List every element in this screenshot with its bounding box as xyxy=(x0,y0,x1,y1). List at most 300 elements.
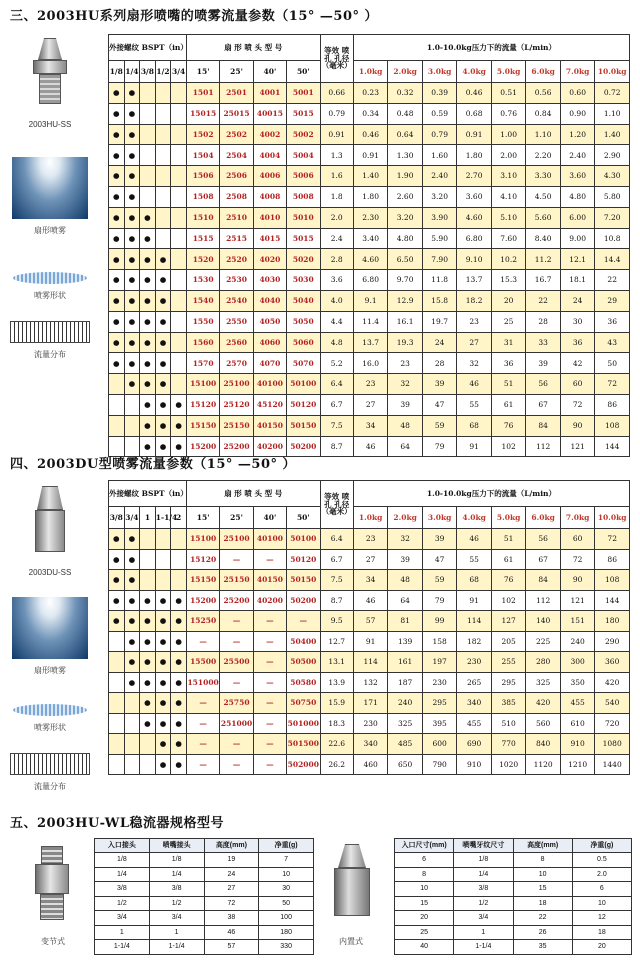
wl-right-caption: 内置式 xyxy=(339,937,363,946)
model-cell: 251000 xyxy=(220,713,253,734)
wl-cell: 72 xyxy=(204,896,259,911)
thread-dot xyxy=(140,570,156,591)
thread-dot: ● xyxy=(140,652,156,673)
pressure-header: 10.0kg xyxy=(595,61,630,83)
bspt-col-header: 1/4 xyxy=(124,61,140,83)
wl-cell: 8 xyxy=(395,867,454,882)
wl-header: 喷嘴牙纹尺寸 xyxy=(454,839,513,853)
flow-cell: 121 xyxy=(560,436,595,457)
section4-sidebar xyxy=(0,480,100,792)
model-cell: 15500 xyxy=(186,652,219,673)
bspt-col-header: 1 xyxy=(140,507,156,529)
flow-cell: 61 xyxy=(491,394,526,415)
wl-cell: 15 xyxy=(395,896,454,911)
thread-dot xyxy=(171,332,187,353)
thread-dot: ● xyxy=(124,166,140,187)
flow-cell: 7.60 xyxy=(491,228,526,249)
model-cell: 2515 xyxy=(220,228,253,249)
flow-cell: 127 xyxy=(491,611,526,632)
model-cell: — xyxy=(253,652,286,673)
wl-cell: 1 xyxy=(95,925,150,940)
flow-cell: 67 xyxy=(526,394,561,415)
flow-cell: 32 xyxy=(457,353,492,374)
flow-cell: 4.80 xyxy=(388,228,423,249)
thread-dot xyxy=(171,186,187,207)
flow-cell: 840 xyxy=(526,734,561,755)
model-cell: 1520 xyxy=(186,249,219,270)
flow-cell: 39 xyxy=(526,353,561,374)
bspt-col-header: 3/4 xyxy=(124,507,140,529)
flow-cell: 600 xyxy=(422,734,457,755)
thread-dot xyxy=(155,145,171,166)
wl-left-image xyxy=(34,846,70,926)
flow-cell: 4.30 xyxy=(595,166,630,187)
model-cell: — xyxy=(253,713,286,734)
model-cell: 1560 xyxy=(186,332,219,353)
flow-cell: 47 xyxy=(422,394,457,415)
table-row xyxy=(109,186,630,207)
model-cell: — xyxy=(186,713,219,734)
wl-header: 净重(g) xyxy=(259,839,314,853)
flow-cell: 15.3 xyxy=(491,270,526,291)
thread-dot: ● xyxy=(140,631,156,652)
model-cell: 15100 xyxy=(186,374,219,395)
table-row xyxy=(109,754,630,775)
model-cell: 1530 xyxy=(186,270,219,291)
flow-cell: 1.10 xyxy=(595,103,630,124)
flow-cell: 0.91 xyxy=(457,124,492,145)
flow-cell: 10.2 xyxy=(491,249,526,270)
wl-cell: 180 xyxy=(259,925,314,940)
model-cell: 2506 xyxy=(220,166,253,187)
table-row xyxy=(109,570,630,591)
flow-cell: 650 xyxy=(388,754,423,775)
flow-cell: 1120 xyxy=(526,754,561,775)
bspt-header: 外接螺纹 BSPT（in） xyxy=(109,481,187,507)
table-row xyxy=(109,631,630,652)
flow-cell: 2.70 xyxy=(457,166,492,187)
flow-cell: 31 xyxy=(491,332,526,353)
wl-cell: 19 xyxy=(204,853,259,868)
flow-cell: 0.39 xyxy=(422,83,457,104)
du-flow-table xyxy=(108,480,630,775)
flow-cell: 2.40 xyxy=(422,166,457,187)
flow-cell: 2.30 xyxy=(353,207,388,228)
wl-cell: 1/2 xyxy=(454,896,513,911)
thread-dot: ● xyxy=(140,207,156,228)
pressure-header: 6.0kg xyxy=(526,507,561,529)
thread-dot: ● xyxy=(171,734,187,755)
flow-cell: 187 xyxy=(388,672,423,693)
flow-cell: 59 xyxy=(422,415,457,436)
thread-dot xyxy=(171,290,187,311)
flow-cell: 0.59 xyxy=(422,103,457,124)
table-row xyxy=(109,207,630,228)
flow-cell: 151 xyxy=(560,611,595,632)
flow-cell: 84 xyxy=(526,570,561,591)
flow-cell: 12.1 xyxy=(560,249,595,270)
thread-dot xyxy=(171,249,187,270)
flow-cell: 32 xyxy=(388,374,423,395)
flow-cell: 2.00 xyxy=(491,145,526,166)
model-cell: 25150 xyxy=(220,415,253,436)
wl-cell: 1-1/4 xyxy=(149,940,204,955)
flow-cell: 24 xyxy=(560,290,595,311)
model-cell: 5010 xyxy=(287,207,320,228)
thread-dot xyxy=(171,83,187,104)
thread-dot: ● xyxy=(155,249,171,270)
table-row xyxy=(109,374,630,395)
flow-cell: 0.64 xyxy=(388,124,423,145)
orifice-cell: 6.7 xyxy=(320,394,353,415)
model-cell: 50100 xyxy=(287,529,320,550)
model-cell: 1508 xyxy=(186,186,219,207)
bspt-col-header: 1-1/4 xyxy=(155,507,171,529)
model-cell: — xyxy=(186,693,219,714)
flow-cell: 1080 xyxy=(595,734,630,755)
flow-cell: 158 xyxy=(422,631,457,652)
thread-dot xyxy=(171,228,187,249)
thread-dot xyxy=(155,83,171,104)
flow-cell: 290 xyxy=(595,631,630,652)
model-cell: 2530 xyxy=(220,270,253,291)
model-cell: 40200 xyxy=(253,590,286,611)
model-cell: — xyxy=(186,734,219,755)
thread-dot: ● xyxy=(140,436,156,457)
thread-dot: ● xyxy=(155,394,171,415)
table-row xyxy=(95,940,314,955)
thread-dot xyxy=(171,529,187,550)
model-cell: 2560 xyxy=(220,332,253,353)
orifice-cell: 1.8 xyxy=(320,186,353,207)
wl-cell: 6 xyxy=(572,882,631,897)
flow-cell: 16.1 xyxy=(388,311,423,332)
thread-dot xyxy=(140,124,156,145)
thread-dot: ● xyxy=(140,415,156,436)
flow-cell: 0.51 xyxy=(491,83,526,104)
pressure-header: 5.0kg xyxy=(491,61,526,83)
wl-cell: 1/2 xyxy=(95,896,150,911)
flow-cell: 13.7 xyxy=(457,270,492,291)
flow-cell: 11.8 xyxy=(422,270,457,291)
thread-dot: ● xyxy=(109,83,125,104)
flow-cell: 108 xyxy=(595,415,630,436)
flow-cell: 182 xyxy=(457,631,492,652)
thread-dot xyxy=(171,270,187,291)
table-row xyxy=(395,940,632,955)
flow-cell: 72 xyxy=(595,529,630,550)
thread-dot: ● xyxy=(155,734,171,755)
table-row xyxy=(95,853,314,868)
thread-dot: ● xyxy=(155,332,171,353)
thread-dot: ● xyxy=(140,332,156,353)
thread-dot xyxy=(124,734,140,755)
model-cell: 4008 xyxy=(253,186,286,207)
flow-cell: 144 xyxy=(595,590,630,611)
flow-cell: 108 xyxy=(595,570,630,591)
thread-dot xyxy=(171,353,187,374)
section3-title: 三、2003HU系列扇形喷嘴的喷雾流量参数（15° —50° ） xyxy=(10,9,379,24)
wl-header: 高度(mm) xyxy=(513,839,572,853)
pressure-header: 4.0kg xyxy=(457,61,492,83)
wl-cell: 330 xyxy=(259,940,314,955)
thread-dot: ● xyxy=(109,228,125,249)
wl-cell: 24 xyxy=(204,867,259,882)
thread-dot: ● xyxy=(155,270,171,291)
flow-cell: 1.80 xyxy=(353,186,388,207)
flow-cell: 460 xyxy=(353,754,388,775)
flow-cell: 161 xyxy=(388,652,423,673)
model-cell: 15100 xyxy=(186,529,219,550)
model-cell: 4001 xyxy=(253,83,286,104)
wl-cell: 46 xyxy=(204,925,259,940)
model-cell: 25100 xyxy=(220,374,253,395)
thread-dot: ● xyxy=(171,436,187,457)
model-cell: 50150 xyxy=(287,415,320,436)
flow-cell: 3.30 xyxy=(526,166,561,187)
table-row xyxy=(109,290,630,311)
flow-cell: 121 xyxy=(560,590,595,611)
flow-cell: 60 xyxy=(560,529,595,550)
spray-caption: 扇形喷雾 xyxy=(34,226,66,235)
model-cell: — xyxy=(253,672,286,693)
wl-header: 入口接头 xyxy=(95,839,150,853)
model-cell: 4006 xyxy=(253,166,286,187)
thread-dot: ● xyxy=(140,713,156,734)
orifice-cell: 26.2 xyxy=(320,754,353,775)
thread-dot xyxy=(109,713,125,734)
flow-cell: 7.20 xyxy=(595,207,630,228)
model-cell: 50200 xyxy=(287,436,320,457)
wl-cell: 3/8 xyxy=(454,882,513,897)
model-header: 扇 形 喷 头 型 号 xyxy=(186,35,320,61)
wl-cell: 50 xyxy=(259,896,314,911)
flow-cell: 28 xyxy=(422,353,457,374)
flow-cell: 5.60 xyxy=(526,207,561,228)
thread-dot: ● xyxy=(140,394,156,415)
table-row xyxy=(109,672,630,693)
wl-cell: 22 xyxy=(513,911,572,926)
flow-cell: 0.84 xyxy=(526,103,561,124)
thread-dot: ● xyxy=(124,549,140,570)
wl-cell: 3/4 xyxy=(149,911,204,926)
angle-header: 25' xyxy=(220,507,253,529)
flow-distribution-image xyxy=(10,321,90,343)
wl-right-table xyxy=(394,838,632,955)
angle-header: 15' xyxy=(186,61,219,83)
flow-cell: 3.20 xyxy=(388,207,423,228)
orifice-cell: 7.5 xyxy=(320,570,353,591)
flow-cell: 1.40 xyxy=(353,166,388,187)
flow-cell: 36 xyxy=(560,332,595,353)
thread-dot xyxy=(109,734,125,755)
wl-cell: 1-1/4 xyxy=(454,940,513,955)
thread-dot: ● xyxy=(171,611,187,632)
model-cell: 50580 xyxy=(287,672,320,693)
thread-dot xyxy=(140,529,156,550)
flow-cell: 114 xyxy=(457,611,492,632)
thread-dot xyxy=(155,186,171,207)
flow-cell: 9.70 xyxy=(388,270,423,291)
table-row xyxy=(109,693,630,714)
thread-dot: ● xyxy=(109,611,125,632)
flow-cell: 86 xyxy=(595,394,630,415)
flow-cell: 76 xyxy=(491,570,526,591)
thread-dot: ● xyxy=(171,394,187,415)
thread-dot: ● xyxy=(124,672,140,693)
flow-cell: 46 xyxy=(457,374,492,395)
wl-cell: 1/4 xyxy=(95,867,150,882)
flow-cell: 48 xyxy=(388,570,423,591)
thread-dot xyxy=(124,394,140,415)
model-cell: 15015 xyxy=(186,103,219,124)
model-cell: 5001 xyxy=(287,83,320,104)
angle-header: 50' xyxy=(287,507,320,529)
table-row xyxy=(109,353,630,374)
model-cell: 25200 xyxy=(220,590,253,611)
flow-cell: 230 xyxy=(353,713,388,734)
wl-cell: 7 xyxy=(259,853,314,868)
thread-dot xyxy=(171,311,187,332)
flow-cell: 265 xyxy=(457,672,492,693)
thread-dot: ● xyxy=(140,270,156,291)
thread-dot xyxy=(109,631,125,652)
flow-cell: 76 xyxy=(491,415,526,436)
flow-cell: 19.7 xyxy=(422,311,457,332)
spray-image xyxy=(12,597,88,659)
table-row xyxy=(95,925,314,940)
model-cell: 25150 xyxy=(220,570,253,591)
thread-dot: ● xyxy=(155,693,171,714)
pressure-header: 7.0kg xyxy=(560,61,595,83)
model-cell: 4070 xyxy=(253,353,286,374)
flow-cell: 205 xyxy=(491,631,526,652)
thread-dot: ● xyxy=(124,83,140,104)
model-cell: 50750 xyxy=(287,693,320,714)
flow-cell: 0.32 xyxy=(388,83,423,104)
flow-cell: 3.20 xyxy=(422,186,457,207)
pressure-header: 10.0kg xyxy=(595,507,630,529)
thread-dot xyxy=(155,103,171,124)
wl-cell: 26 xyxy=(513,925,572,940)
model-cell: 40200 xyxy=(253,436,286,457)
model-cell: 50200 xyxy=(287,590,320,611)
flow-cell: 1210 xyxy=(560,754,595,775)
flow-cell: 42 xyxy=(560,353,595,374)
flow-cell: 0.23 xyxy=(353,83,388,104)
model-cell: 1510 xyxy=(186,207,219,228)
flow-cell: 140 xyxy=(526,611,561,632)
pressure-header: 2.0kg xyxy=(388,507,423,529)
flow-cell: 455 xyxy=(457,713,492,734)
thread-dot: ● xyxy=(109,590,125,611)
flow-cell: 325 xyxy=(526,672,561,693)
model-cell: 5006 xyxy=(287,166,320,187)
flow-cell: 3.60 xyxy=(560,166,595,187)
flow-cell: 4.80 xyxy=(560,186,595,207)
flow-cell: 610 xyxy=(560,713,595,734)
model-cell: 2520 xyxy=(220,249,253,270)
table-row xyxy=(395,882,632,897)
thread-dot: ● xyxy=(109,186,125,207)
model-cell: 501500 xyxy=(287,734,320,755)
flow-cell: 395 xyxy=(422,713,457,734)
orifice-cell: 8.7 xyxy=(320,590,353,611)
thread-dot xyxy=(109,693,125,714)
wl-right-image xyxy=(332,844,372,926)
flow-header: 1.0-10.0kg压力下的流量（L/min） xyxy=(353,35,629,61)
nozzle-hu-caption: 2003HU-SS xyxy=(28,120,72,129)
flow-cell: 112 xyxy=(526,436,561,457)
model-cell: 15120 xyxy=(186,549,219,570)
flow-cell: 24 xyxy=(422,332,457,353)
model-cell: 1515 xyxy=(186,228,219,249)
thread-dot: ● xyxy=(109,145,125,166)
thread-dot: ● xyxy=(155,713,171,734)
flow-cell: 1.90 xyxy=(388,166,423,187)
pressure-header: 4.0kg xyxy=(457,507,492,529)
flow-cell: 59 xyxy=(422,570,457,591)
flow-cell: 39 xyxy=(388,394,423,415)
thread-dot xyxy=(109,394,125,415)
flow-cell: 197 xyxy=(422,652,457,673)
thread-dot: ● xyxy=(140,693,156,714)
flow-cell: 0.46 xyxy=(353,124,388,145)
wl-cell: 38 xyxy=(204,911,259,926)
thread-dot: ● xyxy=(155,415,171,436)
thread-dot: ● xyxy=(124,611,140,632)
orifice-cell: 5.2 xyxy=(320,353,353,374)
pressure-header: 3.0kg xyxy=(422,507,457,529)
flow-cell: 102 xyxy=(491,590,526,611)
table-row xyxy=(395,867,632,882)
model-cell: 2570 xyxy=(220,353,253,374)
flow-cell: 112 xyxy=(526,590,561,611)
thread-dot xyxy=(155,207,171,228)
model-cell: — xyxy=(186,754,219,775)
thread-dot xyxy=(155,529,171,550)
flow-cell: 0.34 xyxy=(353,103,388,124)
model-cell: 5020 xyxy=(287,249,320,270)
flow-cell: 1440 xyxy=(595,754,630,775)
flow-cell: 9.00 xyxy=(560,228,595,249)
flow-cell: 1.10 xyxy=(526,124,561,145)
flow-cell: 2.60 xyxy=(388,186,423,207)
wl-cell: 10 xyxy=(513,867,572,882)
flow-cell: 68 xyxy=(457,570,492,591)
model-cell: 15200 xyxy=(186,436,219,457)
model-cell: 2510 xyxy=(220,207,253,228)
model-cell: 1501 xyxy=(186,83,219,104)
flow-cell: 280 xyxy=(526,652,561,673)
model-cell: — xyxy=(287,611,320,632)
flow-cell: 86 xyxy=(595,549,630,570)
wl-cell: 1/8 xyxy=(95,853,150,868)
thread-dot xyxy=(171,166,187,187)
flow-cell: 171 xyxy=(353,693,388,714)
model-cell: — xyxy=(253,734,286,755)
model-cell: 25500 xyxy=(220,652,253,673)
flow-cell: 1.00 xyxy=(491,124,526,145)
table-row xyxy=(109,228,630,249)
flow-cell: 72 xyxy=(560,549,595,570)
model-cell: 40100 xyxy=(253,374,286,395)
model-cell: 15120 xyxy=(186,394,219,415)
thread-dot xyxy=(109,374,125,395)
wl-left-table xyxy=(94,838,314,955)
wl-cell: 1/4 xyxy=(454,867,513,882)
spray-pattern-image xyxy=(13,704,87,716)
